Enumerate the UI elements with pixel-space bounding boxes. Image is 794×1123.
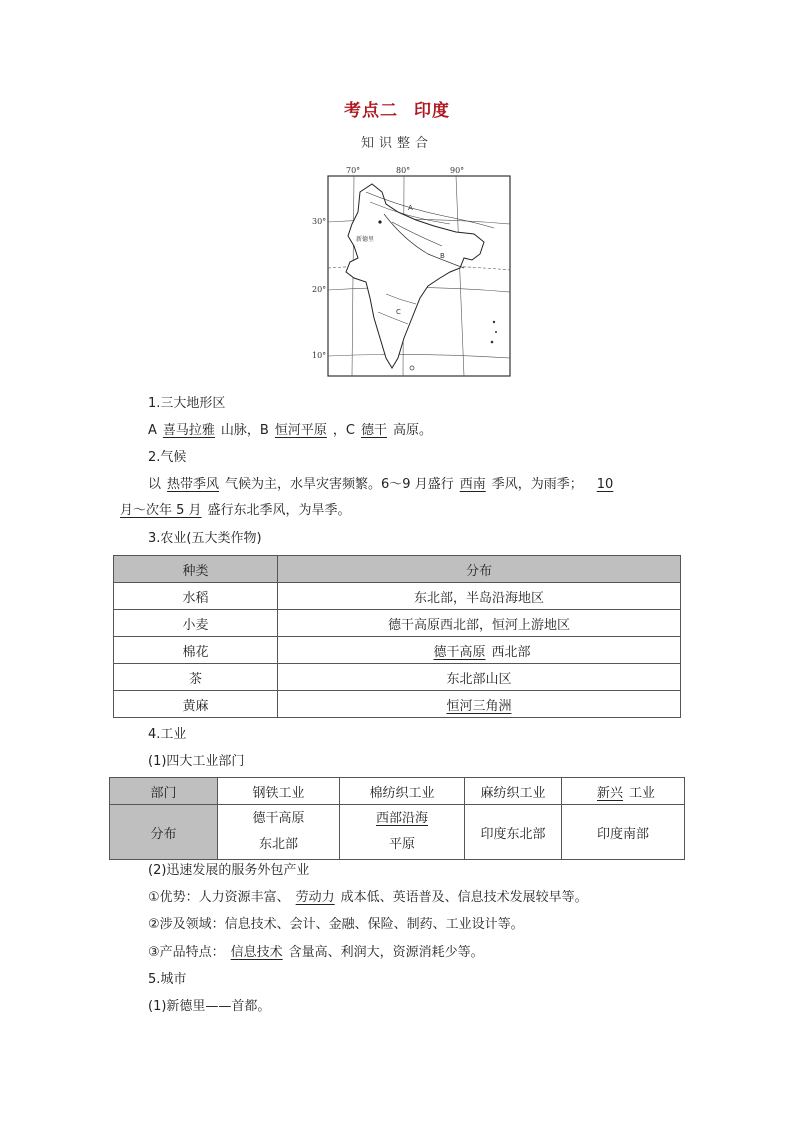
lon-label-90: 90° xyxy=(450,166,465,175)
answer-southwest: 西南 xyxy=(459,477,486,492)
answer-it: 信息技术 xyxy=(230,945,283,960)
section-5-heading: 5.城市 xyxy=(148,972,187,987)
title-topic: 考点二 xyxy=(344,101,398,121)
answer-cotton-dist: 德干高原 xyxy=(433,644,486,660)
header-crop: 种类 xyxy=(114,556,278,583)
header-distribution: 分布 xyxy=(278,556,681,583)
answer-labor: 劳动力 xyxy=(295,890,335,905)
section-4-heading: 4.工业 xyxy=(148,727,187,742)
answer-deccan: 德干 xyxy=(360,423,387,438)
capital-label: 新德里 xyxy=(356,236,375,243)
answer-tropical-monsoon: 热带季风 xyxy=(167,477,220,492)
industry-subheading: (1)四大工业部门 xyxy=(148,754,245,769)
map-mark-a: A xyxy=(408,204,413,212)
table-row: 黄麻 恒河三角洲 xyxy=(114,691,681,718)
answer-dry-season-range: 月～次年 5 月 xyxy=(120,503,202,518)
section-1-text: A 喜马拉雅 山脉，B 恒河平原 ，C 德干 高原。 xyxy=(148,423,432,438)
answer-ganges-plain: 恒河平原 xyxy=(274,423,327,438)
answer-dry-season-start: 10 xyxy=(596,477,614,492)
table-header-row: 部门 钢铁工业 棉纺织工业 麻纺织工业 新兴 工业 xyxy=(110,778,685,805)
outsourcing-fields: ②涉及领域：信息技术、会计、金融、保险、制药、工业设计等。 xyxy=(148,917,524,932)
outsourcing-advantage: ①优势：人力资源丰富、 劳动力 成本低、英语普及、信息技术发展较早等。 xyxy=(148,890,588,905)
table-row: 棉花 德干高原 西北部 xyxy=(114,637,681,664)
lat-label-30: 30° xyxy=(312,217,327,226)
answer-jute-dist: 恒河三角洲 xyxy=(446,698,512,714)
city-item-1: (1)新德里——首都。 xyxy=(148,999,271,1014)
answer-new-industry: 新兴 xyxy=(596,785,623,801)
agriculture-table xyxy=(113,555,681,718)
table-row: 茶 东北部山区 xyxy=(114,664,681,691)
table-row: 小麦 德干高原西北部，恒河上游地区 xyxy=(114,610,681,637)
industry-table xyxy=(109,777,685,860)
lon-label-70: 70° xyxy=(346,166,361,175)
answer-himalaya: 喜马拉雅 xyxy=(162,423,215,438)
title-country: 印度 xyxy=(414,101,450,121)
outsourcing-subheading: (2)迅速发展的服务外包产业 xyxy=(148,863,310,878)
section-2-text-2: 月～次年 5 月 盛行东北季风，为旱季。 xyxy=(120,503,351,518)
india-map xyxy=(312,162,514,380)
answer-cotton-industry: 西部沿海 xyxy=(375,811,428,826)
table-row: 水稻 东北部，半岛沿海地区 xyxy=(114,583,681,610)
section-1-heading: 1.三大地形区 xyxy=(148,396,226,411)
table-row: 分布 德干高原 东北部 西部沿海 平原 印度东北部 印度南部 xyxy=(110,805,685,860)
section-2-heading: 2.气候 xyxy=(148,450,187,465)
section-subtitle: 知识整合 xyxy=(360,136,433,151)
table-header-row xyxy=(114,556,681,583)
map-mark-b: B xyxy=(440,252,445,260)
lat-label-20: 20° xyxy=(312,285,327,294)
section-2-text-1: 以 热带季风 气候为主，水旱灾害频繁。6～9 月盛行 西南 季风，为雨季； 10 xyxy=(148,475,619,495)
map-mark-c: C xyxy=(396,308,401,316)
section-3-heading: 3.农业(五大类作物) xyxy=(148,531,262,546)
lat-label-10: 10° xyxy=(312,351,327,360)
outsourcing-features: ③产品特点： 信息技术 含量高、利润大，资源消耗少等。 xyxy=(148,945,484,960)
lon-label-80: 80° xyxy=(396,166,411,175)
page-title xyxy=(0,96,794,121)
